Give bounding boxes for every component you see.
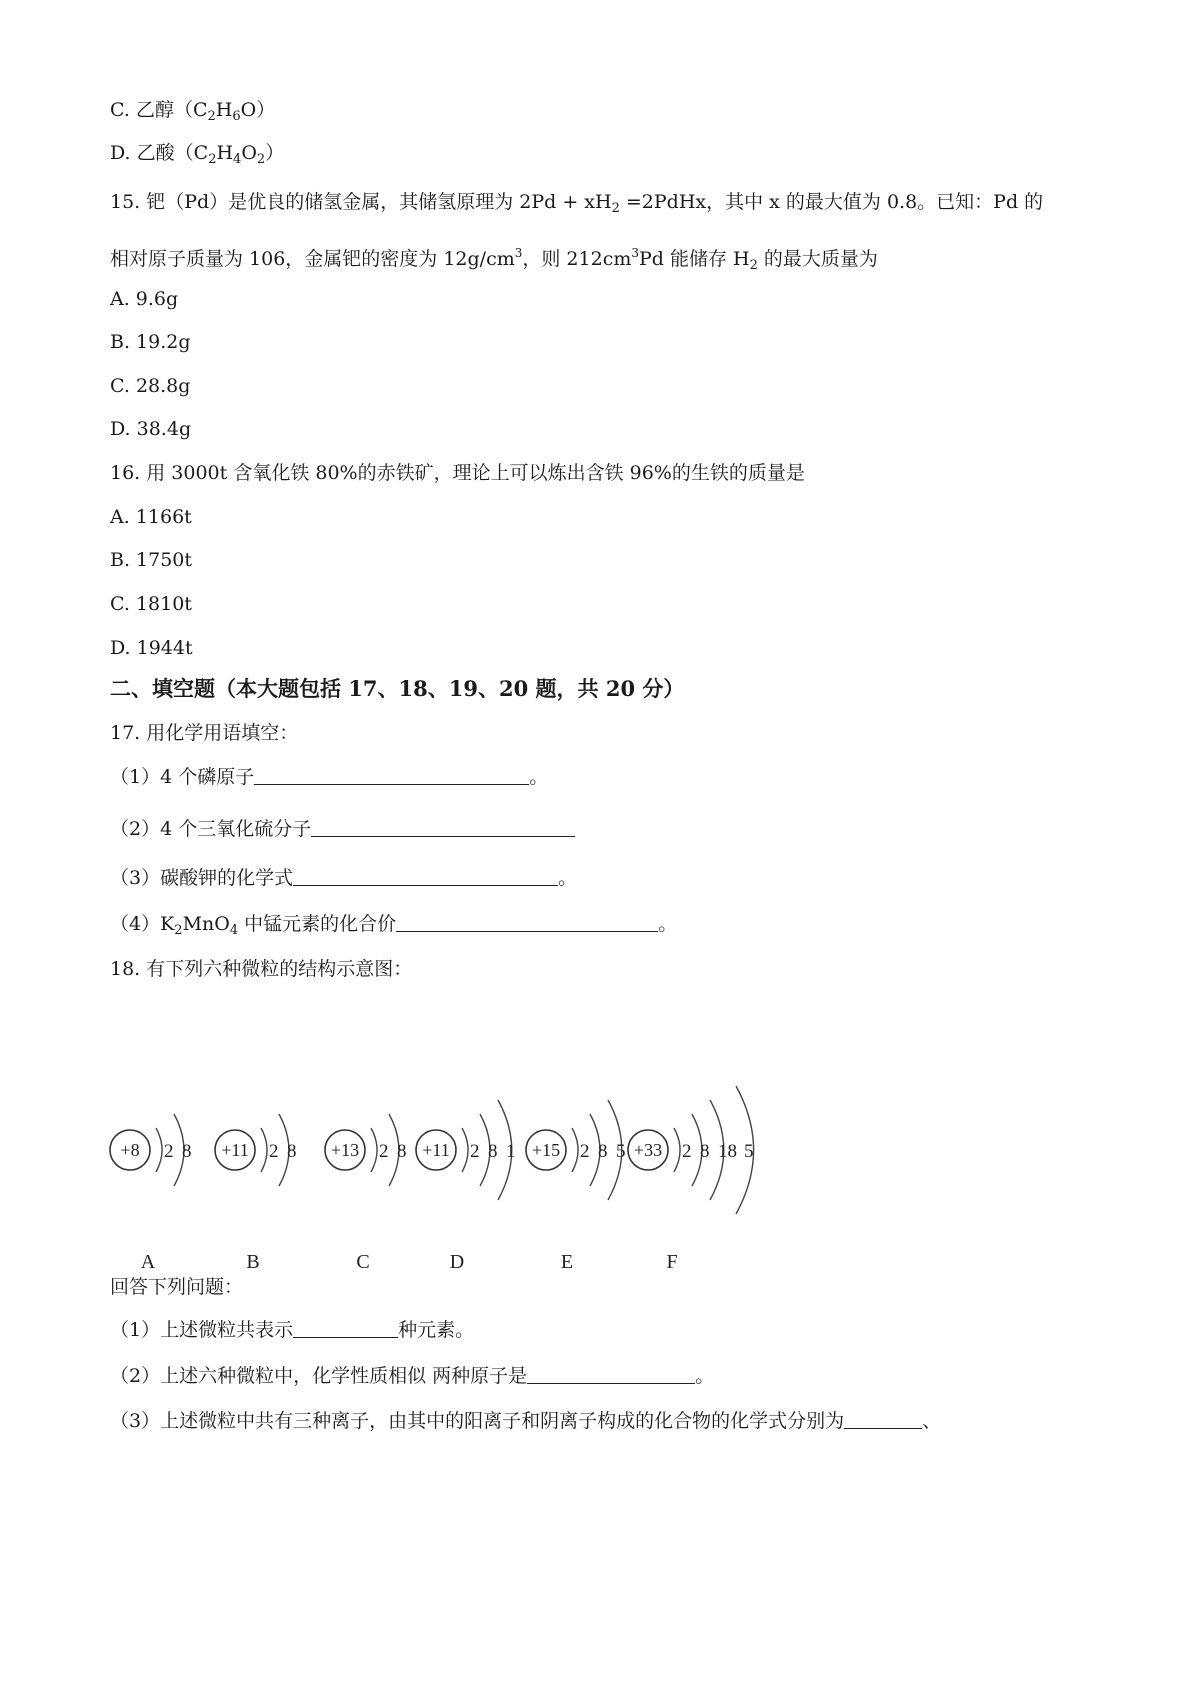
subscript: 6 — [232, 109, 241, 124]
particle-D — [416, 1100, 516, 1273]
electron-shell-arc — [371, 1128, 377, 1172]
shell-electron-count: 8 — [700, 1141, 710, 1162]
electron-shell-arc — [674, 1128, 680, 1172]
shell-electron-count: 2 — [580, 1141, 590, 1162]
q18-part1-text: 种元素。 — [398, 1319, 475, 1341]
particle-label: E — [560, 1251, 574, 1273]
q14-option-d-text: D. 乙酸（C — [110, 142, 209, 164]
nucleus-charge: +33 — [633, 1140, 663, 1160]
q15-text: 的最大质量为 — [757, 248, 878, 270]
q14-option-c-text: C. 乙醇（C — [110, 99, 208, 121]
shell-electron-count: 2 — [682, 1141, 692, 1162]
shell-electron-count: 2 — [269, 1141, 279, 1162]
particle-label: D — [449, 1251, 465, 1273]
q18-part1 — [110, 1318, 1140, 1342]
punctuation: 。 — [529, 766, 549, 788]
particle-C — [325, 1114, 407, 1273]
shell-electron-count: 2 — [470, 1141, 480, 1162]
q14-option-c-text: H — [215, 99, 233, 121]
q18-answer-prompt: 回答下列问题： — [110, 1276, 244, 1298]
subscript: 2 — [208, 152, 217, 167]
atomic-structure-diagram — [100, 1070, 820, 1310]
nucleus-charge: +13 — [330, 1140, 360, 1160]
subscript: 2 — [174, 923, 183, 938]
q16-stem: 16. 用 3000t 含氧化铁 80%的赤铁矿，理论上可以炼出含铁 96%的生铁的质量是 — [110, 462, 805, 484]
answer-blank[interactable] — [311, 818, 575, 837]
shell-electron-count: 8 — [397, 1141, 407, 1162]
answer-blank[interactable] — [254, 766, 529, 785]
section-heading: 二、填空题（本大题包括 17、18、19、20 题，共 20 分） — [110, 676, 685, 701]
subscript: 2 — [611, 201, 620, 216]
answer-blank[interactable] — [293, 1319, 398, 1338]
electron-shell-arc — [261, 1128, 267, 1172]
particle-F — [628, 1086, 754, 1273]
shell-electron-count: 2 — [379, 1141, 389, 1162]
subscript: 2 — [256, 152, 266, 167]
q18-part2 — [110, 1364, 1140, 1388]
punctuation: 。 — [558, 867, 578, 889]
shell-electron-count: 18 — [718, 1141, 737, 1162]
particle-E — [526, 1100, 626, 1273]
q18-part2-text: （2）上述六种微粒中，化学性质相似 两种原子是 — [110, 1365, 528, 1387]
nucleus-charge: +11 — [422, 1140, 450, 1160]
q15-text: Pd 能储存 H — [639, 248, 750, 270]
q17-part4 — [110, 912, 1140, 943]
q18-part3 — [110, 1409, 1140, 1433]
particle-B — [215, 1114, 297, 1273]
punctuation: 。 — [658, 913, 678, 935]
q15-stem-line2 — [110, 241, 1140, 278]
q17-part3 — [110, 866, 1140, 890]
superscript: 3 — [631, 246, 639, 260]
subscript: 2 — [749, 258, 758, 273]
q16-option-c: C. 1810t — [110, 593, 192, 615]
nucleus-charge: +15 — [531, 1140, 561, 1160]
q17-part4-text: 中锰元素的化合价 — [238, 913, 397, 935]
q17-part1-text: （1）4 个磷原子 — [110, 766, 255, 788]
q17-part3-text: （3）碳酸钾的化学式 — [110, 867, 294, 889]
subscript: 2 — [207, 109, 216, 124]
q18-part1-text: （1）上述微粒共表示 — [110, 1319, 294, 1341]
q14-option-c-text: O） — [240, 99, 276, 121]
subscript: 4 — [229, 923, 239, 938]
q15-text: 相对原子质量为 106，金属钯的密度为 12g/cm — [110, 248, 515, 270]
punctuation: 、 — [922, 1410, 942, 1432]
nucleus-charge: +11 — [221, 1140, 249, 1160]
shell-electron-count: 5 — [616, 1141, 626, 1162]
q17-stem: 17. 用化学用语填空： — [110, 722, 299, 744]
shell-electron-count: 2 — [164, 1141, 174, 1162]
answer-blank[interactable] — [844, 1410, 922, 1429]
superscript: 3 — [514, 246, 523, 260]
answer-blank[interactable] — [293, 867, 558, 886]
shell-electron-count: 8 — [182, 1141, 192, 1162]
shell-electron-count: 8 — [287, 1141, 297, 1162]
subscript: 4 — [233, 152, 242, 167]
q17-part4-text: MnO — [182, 913, 230, 935]
particle-label: F — [666, 1251, 678, 1273]
q14-option-d-text: H — [216, 142, 234, 164]
q15-option-d: D. 38.4g — [110, 418, 192, 440]
q15-text: ，则 212cm — [522, 248, 632, 270]
q18-stem: 18. 有下列六种微粒的结构示意图： — [110, 958, 413, 980]
shell-electron-count: 5 — [744, 1141, 754, 1162]
shell-electron-count: 8 — [488, 1141, 498, 1162]
q14-option-d — [110, 141, 1140, 172]
nucleus-charge: +8 — [120, 1140, 140, 1160]
q14-option-d-text: ） — [265, 142, 285, 164]
q15-stem-line1 — [110, 190, 1140, 221]
q17-part1 — [110, 765, 1140, 789]
answer-blank[interactable] — [396, 913, 658, 932]
answer-blank[interactable] — [527, 1365, 695, 1384]
particle-label: C — [356, 1251, 370, 1273]
shell-electron-count: 8 — [598, 1141, 608, 1162]
q14-option-c — [110, 98, 1140, 129]
q16-option-a: A. 1166t — [110, 506, 192, 528]
q16-option-b: B. 1750t — [110, 549, 193, 571]
q18-part3-text: （3）上述微粒中共有三种离子，由其中的阳离子和阴离子构成的化合物的化学式分别为 — [110, 1410, 845, 1432]
particle-label: A — [140, 1251, 156, 1273]
q16-option-d: D. 1944t — [110, 637, 193, 659]
q15-option-c: C. 28.8g — [110, 375, 191, 397]
q17-part2-text: （2）4 个三氧化硫分子 — [110, 818, 312, 840]
particle-label: B — [246, 1251, 260, 1273]
q15-option-b: B. 19.2g — [110, 331, 191, 353]
q14-option-d-text: O — [241, 142, 257, 164]
electron-shell-arc — [156, 1128, 162, 1172]
electron-shell-arc — [572, 1128, 578, 1172]
punctuation: 。 — [695, 1365, 715, 1387]
q15-text: 15. 钯（Pd）是优良的储氢金属，其储氢原理为 2Pd + xH — [110, 191, 612, 213]
shell-electron-count: 1 — [506, 1141, 516, 1162]
q17-part4-text: （4）K — [110, 913, 175, 935]
q15-option-a: A. 9.6g — [110, 288, 179, 310]
electron-shell-arc — [462, 1128, 468, 1172]
particle-A — [110, 1114, 192, 1273]
q17-part2 — [110, 817, 1140, 841]
q15-text: =2PdHx，其中 x 的最大值为 0.8。已知：Pd 的 — [619, 191, 1044, 213]
